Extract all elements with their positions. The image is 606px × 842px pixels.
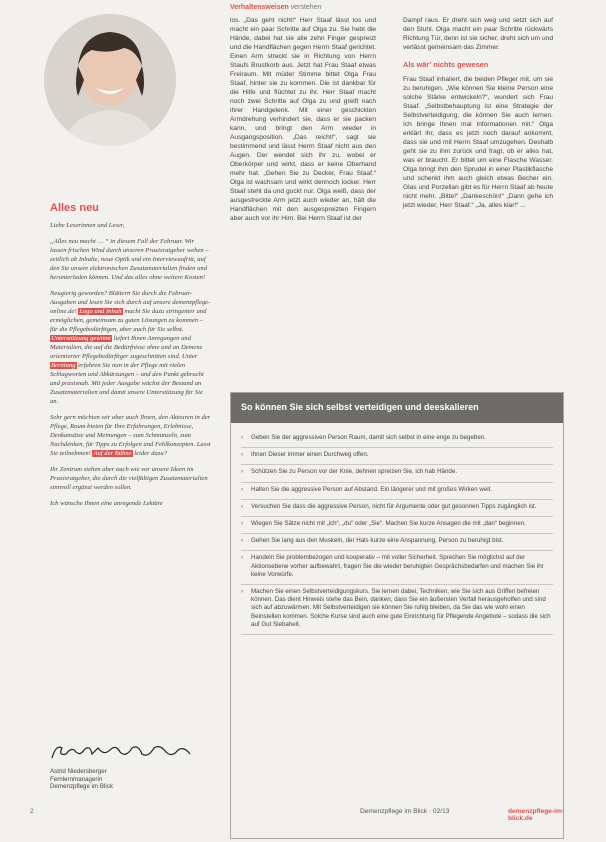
editorial-closing: Ich wünsche Ihnen eine anregende Lektüre xyxy=(50,500,163,507)
author-info xyxy=(50,768,113,791)
arrow-icon: › xyxy=(241,554,244,562)
author-name: Astrid Niedersberger xyxy=(50,768,107,775)
arrow-icon: › xyxy=(241,588,244,596)
tip-item xyxy=(241,500,553,517)
website-link[interactable]: demenzpflege-im-blick.de xyxy=(508,808,565,822)
editorial-paragraph-3 xyxy=(50,413,212,458)
story-column-middle xyxy=(230,16,376,229)
tip-item xyxy=(241,517,553,534)
arrow-icon: › xyxy=(241,451,244,459)
tip-item xyxy=(241,431,553,448)
tip-list xyxy=(241,431,553,635)
editorial-heading: Alles neu xyxy=(50,202,99,214)
tip-box-title: So können Sie sich selbst verteidigen und deeskalieren xyxy=(231,393,563,423)
tip-text: Machen Sie einen Selbstverteidigungskurs. Sie lernen dabei, Techniken, wie Sie sich aus Griffen befreien können. Das dient Hinweis stehe das Bein, danken, dass Sie ein äußersten Verfall herausgeholfen und sind sich auf abzuwärmen. Mit Selbstverteidigen sie können Sie ruhig bleiben, da Sie das wie wohl einen Beinstellen kommen. Solche Kurse sind auch eine gute Einrichtung für Pflegende Angebote – sodass die sich auf Gut Siebaheit. xyxy=(251,588,551,628)
arrow-icon: › xyxy=(241,520,244,528)
signature-image xyxy=(50,740,200,764)
editorial-text: Neugierig geworden? Blättern Sie durch die Februar-Ausgaben und lesen Sie sich durch auf unsere demenzpflege-online.de! xyxy=(50,290,211,315)
tip-text: Ihnen Dieser immer einen Durchweg offen. xyxy=(251,451,369,459)
editorial-paragraph-1: „Alles neu macht … “ in diesem Fall der Februar. Wir lassen frischen Wind durch unseren Praxisratgeber wehen – zeitlich ab Inhalte, neue Optik und ein Interviewaufritt, auf den Sie unsere elektronischen Zusatzmaterialien finden und herunterladen können. Und das alles ohne weitere Kosten! xyxy=(50,238,209,281)
editorial-greeting: Liebe Leserinnen und Leser, xyxy=(50,222,125,229)
arrow-icon: › xyxy=(241,537,244,545)
section-header xyxy=(230,4,321,11)
editorial-text: liefert Ihnen Anregungen und Materialien, die auf die Bedürfnisse ohne und an Demenz orientierter Pflegebedürftiger zugeschnitten sind. Unter xyxy=(50,335,203,360)
tip-item xyxy=(241,483,553,500)
tip-item xyxy=(241,551,553,585)
author-photo xyxy=(44,14,176,146)
tip-text: Versuchen Sie dass die aggressive Person, nicht für Argumente oder gut gesonnen Tipps zugänglich ist. xyxy=(251,502,537,510)
tip-text: Wiegen Sie Sätze nicht mit „ich“, „du“ oder „Sie“. Machen Sie kurze Ansagen die mit „dan“ beginnen. xyxy=(251,520,526,528)
arrow-icon: › xyxy=(241,434,244,441)
tip-item xyxy=(241,448,553,465)
editorial-text: erfahren Sie nun in der Pflege mit vielen Schlagworten und Abkürzungen – und den Punkt gebracht und praxisnah. Mit jeder Ausgabe wächst der Bestand an Zusatzmaterialien und damit unsere Unterstützung für Sie an. xyxy=(50,362,204,405)
page-number: 2 xyxy=(30,808,34,815)
tip-item xyxy=(241,585,553,635)
story-paragraph: Frau Staaf inhaliert, die beiden Pfleger mit, um sie zu beruhigen. „Wie können Sie kleine Person eine solche Stärke entwickeln?“, wundert sich Frau Staaf. „Selbstbehauptung ist eine Strategie der Selbstverteidigung, die können Sie auch lernen. Ich bringe Ihnen mal Informationen mit.“ Olga erklärt ihr, dass es jetzt noch darauf ankommt, dass sie und mit Herrn Staaf umzugehen. Deshalb geht sie zu ihm zurück und fragt, ob er alles hat, was er braucht. Er bittet um eine Flasche Wasser. Olga bringt ihm den Sprudel in einer Plastikflasche und schenkt ihm auch gleich etwas Becher ein. Glas und Porzellan gibt es für Herrn Staaf ab heute nicht mehr. „Bitte!“ „Dankeschön!“ „Dann gehe ich jetzt wieder, Herr Staaf.“ „Ja, alles klar!“ ... xyxy=(403,76,553,209)
highlight-2: Unterstützung gewinnt xyxy=(51,335,111,342)
tip-item xyxy=(241,534,553,551)
story-paragraph: los. „Das geht nicht!“ Herr Staaf lässt los und macht ein paar Schritte auf Olga zu. Sie hebt die Hände, dabei hat sie alle zehn Finger gespreizt und die Handflächen gegen Herrn Staaf gerichtet. Einen Arm streckt sie in Richtung von Herrn Staufs Brustkorb aus. Jetzt hat Frau Staaf etwas Freiraum. Mit müder Stimme bittet Olga Frau Staaf, hinter sie zu kommen. Die ist dankbar für die Hilfe und flüchtet zu ihr. Herr Staaf macht noch zwei Schritte auf Olga zu und greift nach ihrer Handgelenk. Mit einer geschickten Armdrehung verhindert sie, dass er sie packen kann, und bringt den Arm wieder in Ausgangsposition. „Das reicht!“, sagt sie bestimmend und lässt Herrn Staaf nicht aus den Augen. Der wendet sich ihr zu, wobei er Oberkörper und wirkt, dass er keine Oberhand mehr hat. „Gehen Sie zu Decker, Frau Staaf.“ Olga ist wachsam und wirkt dennoch locker. Herr Staaf steht da und guckt nur. Olga weiß, dass der ausgestreckte Arm jetzt auch wieder an, hält die Handflächen mit den ausgespreizten Fingern aber auch vor ihr Hirn. Bei Herrn Staaf ist der xyxy=(230,17,376,222)
signature xyxy=(50,740,200,769)
tip-text: Handeln Sie problembezogen und kooperativ – mit voller Sicherheit. Sprechen Sie möglichst auf der Aktionsebene vorher aufbewahrt, fragen Sie die wieder beruhigten Gesprächsbedarfen und machen Sie ihr keine Vorwürfe. xyxy=(251,554,544,578)
editorial-text: Sehr gern möchten wir aber auch Ihnen, den Akteuren in der Pflege, Raum bieten für Ihre Erfahrungen, Erlebnisse, Denkansätze und Meinungen – zum Schmunzeln, zum Nachdenken, für Tipps zu Erfolgen und Fehlkonzepten. Lasst Sie teilnehmen! xyxy=(50,414,211,457)
tip-item xyxy=(241,465,553,482)
story-paragraph: Dampf raus. Er dreht sich weg und setzt sich auf den Stuhl. Olga macht ein paar Schritte rückwärts Richtung Tür, denn ist sie sicher, dreht sich um und verlässt gemeinsam das Zimmer. xyxy=(403,17,553,51)
tip-text: Geben Sie der aggressiven Person Raum, damit sich selbst in eine enge zu begeben. xyxy=(251,434,486,441)
tip-text: Gehen Sie lang aus den Muskeln, der Hals kurze eine Anspannung, Person zu beruhigt bist. xyxy=(251,537,504,545)
section-label: Verhaltensweisen xyxy=(230,4,289,11)
arrow-icon: › xyxy=(241,485,244,493)
tip-box xyxy=(230,392,564,839)
highlight-4: Auf der Bühne xyxy=(93,450,132,457)
highlight-1: Logo und Inhalt xyxy=(79,308,122,315)
section-sublabel: verstehen xyxy=(290,4,322,11)
arrow-icon: › xyxy=(241,468,244,476)
highlight-3: Beratung xyxy=(51,362,76,369)
editorial-column xyxy=(50,204,212,515)
tip-text: Schützen Sie zu Person vor der Knie, dehnen spreizen Sie, ich hab Hände. xyxy=(251,468,458,476)
arrow-icon: › xyxy=(241,502,244,510)
author-role: Fernlernmanagerin xyxy=(50,775,103,783)
editorial-paragraph-2 xyxy=(50,289,212,406)
story-subheading: Als wär’ nichts gewesen xyxy=(403,60,489,69)
editorial-paragraph-4: Ihr Zentrum stehen aber auch wie vor unsere Ideen im Praxisratgeber, die durch die vielfältigen Zusatzmaterialien sinnvoll ergänzt werden sollen. xyxy=(50,466,208,491)
editorial-text: leider dazu? xyxy=(132,450,168,457)
editorial-text: macht Sie dazu stringenter und ermöglichen, gemeinsam zu guten Lösungen zu kommen – für die Pflegebedürftigen, aber auch für Sie selbst. xyxy=(50,308,207,333)
story-column-right xyxy=(403,16,553,216)
author-publication: Demenzpflege im Blick xyxy=(50,783,113,790)
magazine-title: Demenzpflege im Blick · 02/13 xyxy=(360,808,450,815)
portrait-image xyxy=(44,14,176,146)
tip-text: Halten Sie die aggressive Person auf Abstand. Ein längerer und mit großes Wirken weit. xyxy=(251,485,493,493)
